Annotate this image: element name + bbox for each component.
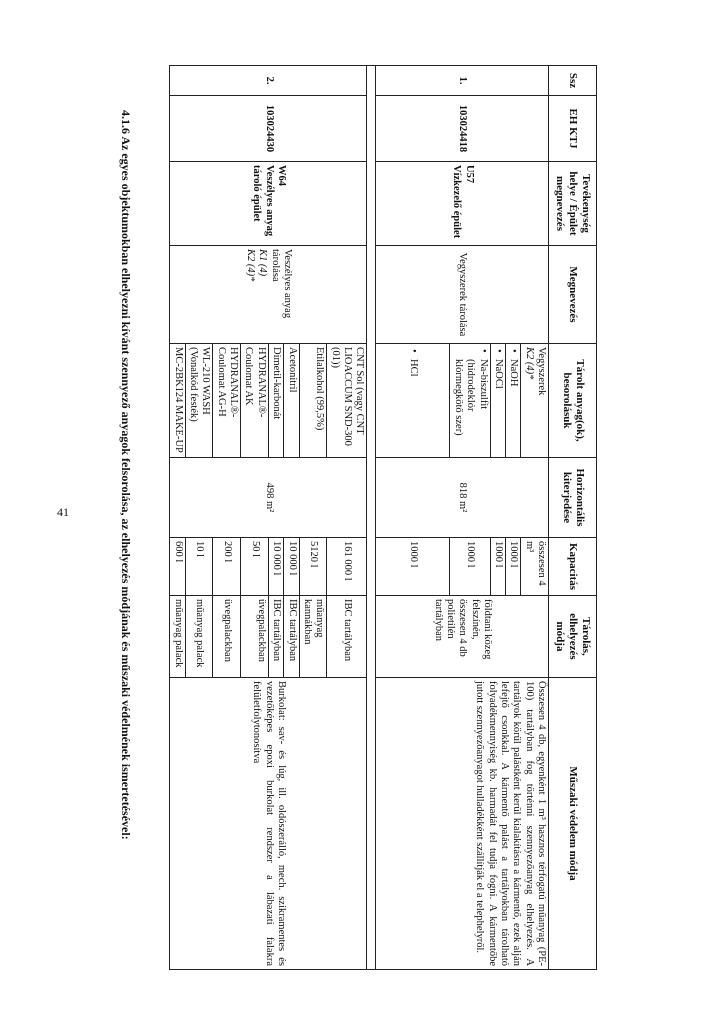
pollutant-table [169,65,597,970]
row2-storage-6: üvegpalackban [213,596,241,678]
rotated-page-content [81,0,681,1024]
row1-cap2: 1000 l [490,538,505,596]
row1-cap-total: összesen 4 m³ [521,538,549,596]
row2-storage-8: műanyag palack [170,596,185,678]
row-separator [367,66,376,970]
row2-storage-2: műanyag kannákban [299,596,327,678]
row1-building-name: Vízkezelő épület [451,165,463,239]
landscape-content [81,0,681,1024]
row2-material-2: Etilalkohol (99,5%) [299,344,327,458]
row1-name: Vegyszerek tárolása [376,246,549,344]
row2-capacity-2: 5120 l [299,538,327,596]
row2-building-name: Veszélyes anyag tároló épület [251,165,275,237]
row2-material-7: WL-210 WASH (Vonalkód festék) [185,344,213,458]
row2-material-8: MC-2BK124 MAKE-UP [170,344,185,458]
row2-storage-5: üvegpalackban [241,596,269,678]
chem-na-biszulfit: • Na-biszulfit (hidrodeklór klórmegkötő szer) [451,359,488,454]
row2-capacity-1: 161 000 l [327,538,367,596]
table-row [327,66,367,970]
row2-class2: K2 (4)* [244,249,256,282]
row2-material-4: Dimetil-karbonát [268,344,283,458]
row2-material-5: HYDRANAL®-Coulomat AK [241,344,269,458]
row2-name [170,246,367,344]
row1-chem3 [450,344,490,458]
header-area: Horizontális kiterjedése [549,458,597,538]
row2-protection: Burkolat: sav- és lúg, ill. oldószerálló, mech. szikramentes és vezetőképes epoxi burkolat rendszer a lábazati falakra felületfolytonosítva [170,678,367,970]
row2-storage-3: IBC tartályban [284,596,299,678]
header-name: Megnevezés [549,246,597,344]
page-number: 41 [57,505,69,519]
row1-cap4: 1000 l [376,538,450,596]
row1-chem1 [505,344,520,458]
table-row [521,66,549,970]
row1-cap3: 1000 l [450,538,490,596]
row2-ssz: 2. [170,66,367,96]
row2-capacity-7: 10 l [185,538,213,596]
chem-naoh: • NaOH [507,359,519,454]
row2-storage-4: IBC tartályban [268,596,283,678]
materials-head-label: Vegyszerek [536,347,548,396]
row2-capacity-4: 10 000 l [268,538,283,596]
row2-area: 498 m² [170,458,367,538]
row1-cap1: 1000 l [505,538,520,596]
row2-capacity-3: 10 000 l [284,538,299,596]
header-location: Tevékenység helye / Épület megnevezés [549,162,597,246]
row1-storage: földtani közeg felszínén, összesen 4 db polietilén tartályban [376,596,549,678]
header-capacity: Kapacitás [549,538,597,596]
row1-building-code: U57 [463,165,475,184]
row1-chem2 [490,344,505,458]
row2-material-3: Acetonitril [284,344,299,458]
row2-ehktj: 103024430 [170,96,367,162]
materials-class: K2 (4)* [523,347,535,380]
row1-ehktj: 103024418 [376,96,549,162]
row2-class1: K1 (4) [257,249,269,277]
row2-capacity-5: 50 l [241,538,269,596]
row2-capacity-6: 200 l [213,538,241,596]
row1-ssz: 1. [376,66,549,96]
row2-storage-1: IBC tartályban [327,596,367,678]
header-material: Tárolt anyag(ok), besorolásuk [549,344,597,458]
row2-material-6: HYDRANAL®-Coulomat AG-H [213,344,241,458]
header-storage: Tárolás, elhelyezés módja [549,596,597,678]
header-ehktj: EH KTJ [549,96,597,162]
row2-capacity-8: 600 l [170,538,185,596]
row2-building-code: W64 [275,165,287,186]
chem-hcl: • HCl [407,359,419,454]
header-ssz: Ssz [549,66,597,96]
row1-protection: Összesen 4 db, egyenként 1 m³ hasznos térfogatú műanyag (PE-100) tartályban fog történni szennyezőanyag elhelyezés. A tartályok körül palástként kerül kialakításra a kármentő, ezek alján lefejtő csonkkal. A kármentő palást a tartályokban tárolható folyadékmennyiség kb. harmadát fel tudja fogni. A kármentőbe jutott szennyezőanyagot hulladékként szállítják el a telephelyről. [376,678,549,970]
row2-name-label: Veszélyes anyag tárolása [269,249,294,319]
row1-chem4 [376,344,450,458]
row2-building [170,162,367,246]
chem-naocl: • NaOCl [492,359,504,454]
row1-area: 818 m² [376,458,549,538]
row1-materials-head [521,344,549,458]
row1-building [376,162,549,246]
header-protection: Műszaki védelem módja [549,678,597,970]
row2-material-1: CNT Sol (vagy CNT LIOACCUM SND-300 (01)) [327,344,367,458]
table-header-row [549,66,597,970]
row2-storage-7: műanyag palack [185,596,213,678]
section-heading: 4.1.6 Az egyes objektumokban elhelyezni kívánt szennyező anyagok felsorolása, az elhelyezés módjának és műszaki védelmének ismertetésével: [119,110,133,840]
